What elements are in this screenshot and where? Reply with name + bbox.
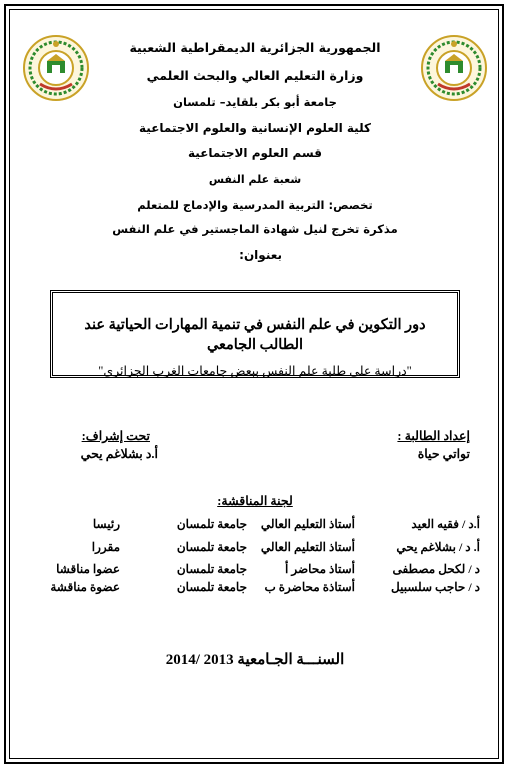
committee-row: [0, 562, 510, 582]
member-role: عضوا مناقشا: [56, 562, 120, 576]
member-rank: أستاذة محاضرة ب: [264, 580, 355, 594]
department-name: قسم العلوم الاجتماعية: [188, 146, 322, 160]
university-name: جامعة أبو بكر بلقايد– تلمسان: [173, 95, 337, 109]
branch-name: شعبة علم النفس: [208, 173, 302, 186]
committee-row: [0, 517, 510, 537]
supervisor-label: تحت إشراف:: [81, 429, 150, 443]
title-prefix: بعنوان:: [239, 248, 282, 262]
member-university: جامعة تلمسان: [176, 580, 247, 594]
faculty-name: كلية العلوم الإنسانية والعلوم الاجتماعية: [139, 121, 371, 135]
member-role: عضوة مناقشة: [50, 580, 120, 594]
supervisor-name: أ.د بشلاغم يحي: [80, 447, 158, 461]
committee-row: [0, 540, 510, 560]
member-rank: أستاذ التعليم العالي: [260, 540, 355, 554]
member-university: جامعة تلمسان: [176, 540, 247, 554]
committee-row: [0, 580, 510, 600]
member-rank: أستاذ محاضر أ: [285, 562, 355, 576]
member-name: أ. د / بشلاغم يحي: [396, 540, 480, 554]
committee-title: لجنة المناقشة:: [217, 494, 293, 508]
student-name: تواتي حياة: [417, 447, 470, 461]
member-role: مقررا: [91, 540, 120, 554]
member-university: جامعة تلمسان: [176, 517, 247, 531]
thesis-note: مذكرة تخرج لنيل شهادة الماجستير في علم النفس: [112, 222, 398, 236]
member-rank: أستاذ التعليم العالي: [260, 517, 355, 531]
member-role: رئيسا: [92, 517, 120, 531]
thesis-subtitle: "دراسة على طلبة علم النفس ببعض جامعات الغرب الجزائري": [98, 364, 412, 378]
thesis-title: دور التكوين في علم النفس في تنمية المهارات الحياتية عند الطالب الجامعي: [84, 317, 426, 353]
member-name: د / حاجب سلسبيل: [390, 580, 480, 594]
member-name: أ.د / فقيه العيد: [411, 517, 480, 531]
member-name: د / لكحل مصطفى: [392, 562, 480, 576]
academic-year: السنـــة الجـامعية 2013 /2014: [165, 652, 345, 668]
ministry-name: وزارة التعليم العالي والبحث العلمي: [146, 68, 364, 83]
specialty-line: تخصص: التربية المدرسية والإدماج للمتعلم: [137, 198, 373, 212]
member-university: جامعة تلمسان: [176, 562, 247, 576]
republic-name: الجمهورية الجزائرية الديمقراطية الشعبية: [129, 40, 381, 55]
prepared-by-label: إعداد الطالبة :: [397, 429, 470, 443]
thesis-title-box: [50, 290, 460, 378]
